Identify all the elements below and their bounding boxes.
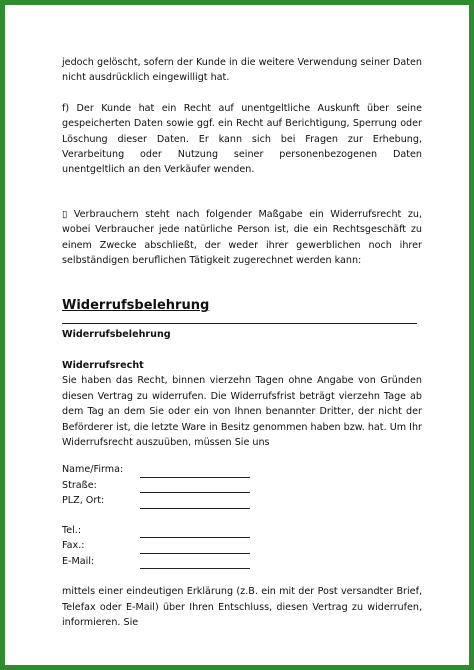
blank-line-city xyxy=(140,499,250,509)
form-row-tel xyxy=(62,523,422,539)
document-body xyxy=(62,55,422,631)
horizontal-rule xyxy=(62,323,417,324)
paragraph-customer-rights: f) Der Kunde hat ein Recht auf unentgeltliche Auskunft über seine gespeicherten Daten sowie ggf. ein Recht auf Berichtigung, Sperrung oder Löschung dieser Daten. Er kann sich bei Fragen zur Erhebung, Verarbeitung oder Nutzung seiner personenbezogenen Daten unentgeltlich an den Verkäufer wenden. xyxy=(62,102,422,176)
paragraph-consumer-definition xyxy=(62,207,422,269)
paragraph-consumer-text: Verbrauchern steht nach folgender Maßgabe ein Widerrufsrecht zu, wobei Verbraucher jede natürliche Person ist, die ein Rechtsgeschäft zu einem Zwecke abschließt, der weder ihrer gewerblichen noch ihrer selbständigen beruflichen Tätigkeit zugerechnet werden kann: xyxy=(62,208,422,267)
form-row-email xyxy=(62,554,422,570)
paragraph-withdrawal-right: Sie haben das Recht, binnen vierzehn Tagen ohne Angabe von Gründen diesen Vertrag zu widerrufen. Die Widerrufsfrist beträgt vierzehn Tage ab dem Tag an dem Sie oder ein von Ihnen benannter Dritter, der nicht der Beförderer ist, die letzte Ware in Besitz genommen haben bzw. hat. Um Ihr Widerrufsrecht auszuüben, müssen Sie uns xyxy=(62,375,422,448)
blank-line-fax xyxy=(140,544,250,554)
label-city: PLZ, Ort: xyxy=(62,495,105,507)
contact-form xyxy=(62,462,422,569)
right-heading: Widerrufsrecht xyxy=(62,359,144,371)
form-row-city xyxy=(62,493,422,509)
form-row-name xyxy=(62,462,422,478)
form-row-fax xyxy=(62,538,422,554)
placeholder-glyph: ▯ xyxy=(62,208,68,220)
paragraph-withdrawal-method: mittels einer eindeutigen Erklärung (z.B. ein mit der Post versandter Brief, Telefax oder E-Mail) über Ihren Entschluss, diesen Vertrag zu widerrufen, informieren. Sie xyxy=(62,586,422,629)
label-fax: Fax.: xyxy=(62,540,85,552)
label-street: Straße: xyxy=(62,479,97,491)
blank-line-street xyxy=(140,483,250,493)
blank-line-tel xyxy=(140,528,250,538)
label-name: Name/Firma: xyxy=(62,464,124,476)
paragraph-data-deletion: jedoch gelöscht, sofern der Kunde in die weitere Verwendung seiner Daten nicht ausdrücklich eingewilligt hat. xyxy=(62,57,422,84)
blank-line-name xyxy=(140,468,250,478)
sub-heading: Widerrufsbelehrung xyxy=(62,329,171,341)
label-tel: Tel.: xyxy=(62,524,82,536)
form-row-street xyxy=(62,478,422,494)
section-heading: Widerrufsbelehrung xyxy=(62,298,210,314)
blank-line-email xyxy=(140,559,250,569)
label-email: E-Mail: xyxy=(62,555,95,567)
